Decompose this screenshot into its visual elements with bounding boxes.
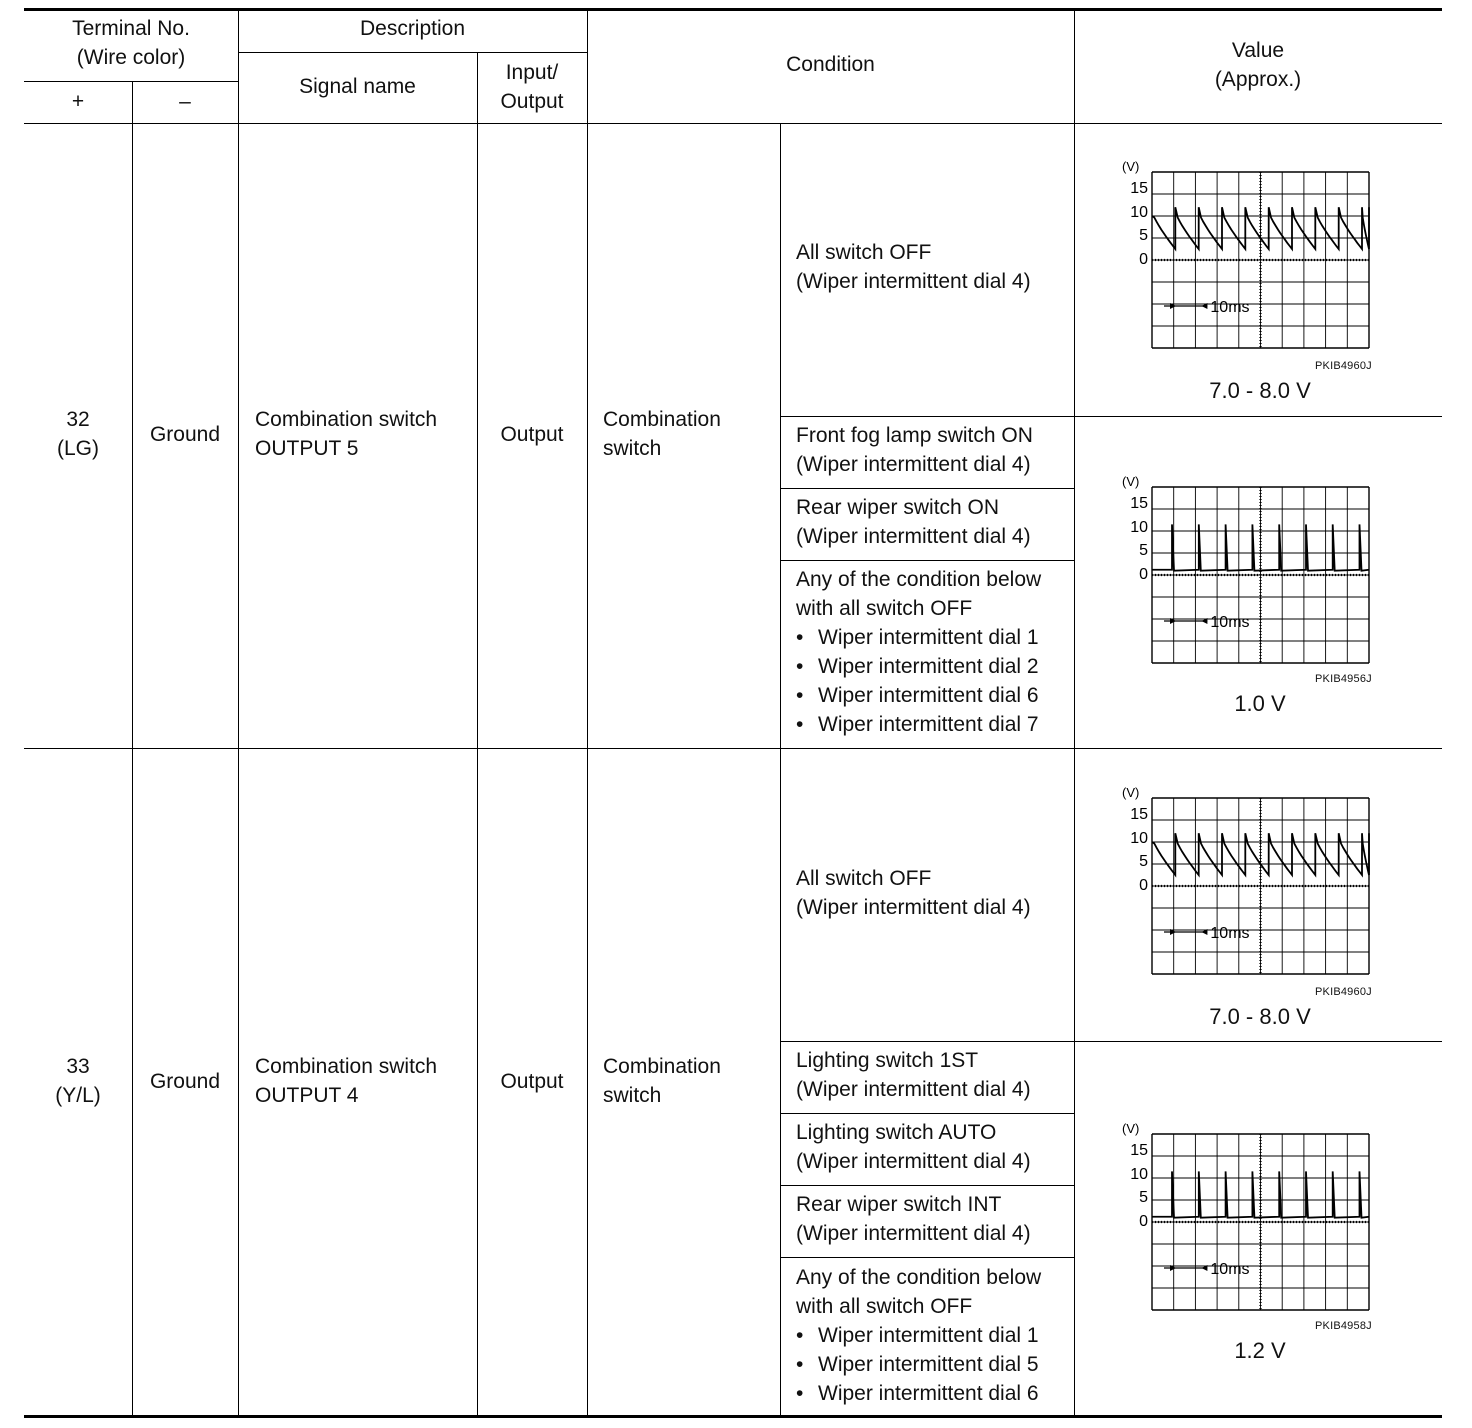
row32-terminal [24, 405, 132, 463]
scope-tick-label: 10 [1130, 519, 1148, 536]
scope-code: PKIB4960J [1315, 986, 1372, 998]
scope-graph [1110, 1122, 1410, 1352]
header-description: Description [359, 17, 466, 40]
row33-condition-5 [796, 1263, 1041, 1408]
scope-unit-label: (V) [1122, 475, 1140, 489]
row33-condition-2-line1: Lighting switch 1ST [796, 1049, 979, 1072]
scope-row33-b [1110, 1122, 1410, 1372]
time-marker-label: 10ms [1210, 1261, 1250, 1278]
row33-bullet-3: • Wiper intermittent dial 6 [796, 1379, 1041, 1408]
scope-unit-label: (V) [1122, 786, 1140, 800]
row33-ground: Ground [149, 1070, 221, 1093]
row33-condition-1-line1: All switch OFF [796, 867, 932, 890]
header-wire-color: (Wire color) [76, 46, 186, 69]
scope-tick-label: 15 [1130, 1142, 1148, 1159]
header-value [1074, 36, 1442, 94]
row33-condition-3 [796, 1118, 1031, 1176]
row32-condition-1-line1: All switch OFF [796, 241, 932, 264]
col-rule-signal [238, 8, 239, 1416]
row33-condition-2-line2: (Wiper intermittent dial 4) [796, 1078, 1031, 1101]
header-condition: Condition [786, 53, 875, 76]
scope-tick-label: 10 [1130, 1166, 1148, 1183]
row32-ground: Ground [149, 423, 221, 446]
scope-unit-label: (V) [1122, 160, 1140, 174]
table-bottom-rule [24, 1415, 1442, 1418]
scope-tick-label: 0 [1139, 251, 1148, 268]
scope-code: PKIB4958J [1315, 1320, 1372, 1332]
row33-io: Output [500, 1070, 564, 1093]
header-value-label: Value [1231, 39, 1285, 62]
col-rule-io [477, 52, 478, 1416]
row32-condition-4-line1: Any of the condition below [796, 568, 1042, 591]
row32-io: Output [500, 423, 564, 446]
time-marker-label: 10ms [1210, 925, 1250, 942]
row33-condition-3-line1: Lighting switch AUTO [796, 1121, 997, 1144]
scope-tick-label: 0 [1139, 877, 1148, 894]
header-approx: (Approx.) [1214, 68, 1302, 91]
scope-code: PKIB4956J [1315, 673, 1372, 685]
row32-condition-4 [796, 565, 1041, 739]
row33-sub-rule-3 [780, 1185, 1074, 1186]
row32-bullet-1: • Wiper intermittent dial 1 [796, 623, 1041, 652]
row33-condition-5-line2: with all switch OFF [796, 1295, 973, 1318]
header-signal-name: Signal name [299, 75, 416, 98]
row33-condition-main [603, 1052, 721, 1110]
row32-signal-name [255, 405, 437, 463]
row33-signal-line2: OUTPUT 4 [255, 1084, 359, 1107]
row32-bullet-4: • Wiper intermittent dial 7 [796, 710, 1041, 739]
row33-sub-rule-2 [780, 1113, 1074, 1114]
scope-value: 7.0 - 8.0 V [1209, 378, 1311, 403]
scope-tick-label: 5 [1139, 1189, 1148, 1206]
row32-signal-line1: Combination switch [255, 408, 438, 431]
header-terminal-no: Terminal No. [72, 17, 190, 40]
row33-condition-1-line2: (Wiper intermittent dial 4) [796, 896, 1031, 919]
row33-condition-2 [796, 1046, 1031, 1104]
row32-sub-rule-1 [780, 416, 1442, 417]
scope-tick-label: 5 [1139, 542, 1148, 559]
row33-terminal [24, 1052, 132, 1110]
row33-signal-name [255, 1052, 437, 1110]
row33-condition-4-line2: (Wiper intermittent dial 4) [796, 1222, 1031, 1245]
scope-value: 1.2 V [1234, 1338, 1286, 1363]
row32-sub-rule-3 [780, 560, 1074, 561]
row32-condition-main-line1: Combination [603, 408, 721, 431]
row33-condition-4-line1: Rear wiper switch INT [796, 1193, 1002, 1216]
row32-condition-2 [796, 421, 1033, 479]
row33-bullet-1: • Wiper intermittent dial 1 [796, 1321, 1041, 1350]
row33-condition-main-line2: switch [603, 1084, 662, 1107]
col-rule-condition [587, 8, 588, 1416]
row32-condition-2-line2: (Wiper intermittent dial 4) [796, 453, 1031, 476]
time-marker-label: 10ms [1210, 299, 1250, 316]
scope-tick-label: 0 [1139, 1213, 1148, 1230]
row32-condition-main-line2: switch [603, 437, 662, 460]
scope-row33-a [1110, 786, 1410, 1036]
row33-signal-line1: Combination switch [255, 1055, 438, 1078]
row33-terminal-no: 33 [66, 1055, 90, 1078]
row32-condition-1-line2: (Wiper intermittent dial 4) [796, 270, 1031, 293]
scope-tick-label: 0 [1139, 566, 1148, 583]
header-output: Output [500, 90, 564, 113]
time-marker-label: 10ms [1210, 614, 1250, 631]
scope-value: 7.0 - 8.0 V [1209, 1004, 1311, 1029]
row32-condition-1 [796, 238, 1031, 296]
scope-row32-b [1110, 475, 1410, 725]
header-plus: + [71, 90, 85, 113]
scope-row32-a [1110, 160, 1410, 410]
header-input-output [477, 58, 587, 116]
scope-tick-label: 15 [1130, 180, 1148, 197]
col-rule-subcondition [780, 123, 781, 1416]
header-bottom-rule [24, 123, 1442, 124]
scope-graph [1110, 475, 1410, 705]
row33-condition-main-line1: Combination [603, 1055, 721, 1078]
row32-condition-3-line2: (Wiper intermittent dial 4) [796, 525, 1031, 548]
row32-condition-main [603, 405, 721, 463]
scope-graph [1110, 786, 1410, 1016]
row33-condition-1 [796, 864, 1031, 922]
row33-condition-4 [796, 1190, 1031, 1248]
scope-tick-label: 5 [1139, 227, 1148, 244]
row33-condition-3-line2: (Wiper intermittent dial 4) [796, 1150, 1031, 1173]
description-rule [238, 52, 587, 53]
row33-wire-color: (Y/L) [55, 1084, 101, 1107]
table-top-rule [24, 8, 1442, 11]
row33-sub-rule-4 [780, 1257, 1074, 1258]
row32-sub-rule-2 [780, 488, 1074, 489]
row33-bullet-2: • Wiper intermittent dial 5 [796, 1350, 1041, 1379]
scope-tick-label: 10 [1130, 830, 1148, 847]
row32-condition-4-line2: with all switch OFF [796, 597, 973, 620]
scope-tick-label: 5 [1139, 853, 1148, 870]
row32-bullet-2: • Wiper intermittent dial 2 [796, 652, 1041, 681]
row32-condition-3-line1: Rear wiper switch ON [796, 496, 1000, 519]
scope-code: PKIB4960J [1315, 360, 1372, 372]
scope-unit-label: (V) [1122, 1122, 1140, 1136]
row32-wire-color: (LG) [57, 437, 99, 460]
row32-signal-line2: OUTPUT 5 [255, 437, 359, 460]
row33-sub-rule-1 [780, 1041, 1442, 1042]
header-input: Input/ [505, 61, 559, 84]
header-terminal [24, 14, 238, 72]
col-rule-minus [132, 81, 133, 1416]
row-separator [24, 748, 1442, 749]
row32-condition-3 [796, 493, 1031, 551]
row32-terminal-no: 32 [66, 408, 90, 431]
row33-condition-5-line1: Any of the condition below [796, 1266, 1042, 1289]
scope-graph [1110, 160, 1410, 390]
scope-value: 1.0 V [1234, 691, 1286, 716]
header-minus: – [179, 90, 191, 113]
row32-condition-2-line1: Front fog lamp switch ON [796, 424, 1033, 447]
scope-tick-label: 15 [1130, 495, 1148, 512]
scope-tick-label: 15 [1130, 806, 1148, 823]
terminal-rule [24, 81, 238, 82]
col-rule-value [1074, 8, 1075, 1416]
row32-bullet-3: • Wiper intermittent dial 6 [796, 681, 1041, 710]
scope-tick-label: 10 [1130, 204, 1148, 221]
